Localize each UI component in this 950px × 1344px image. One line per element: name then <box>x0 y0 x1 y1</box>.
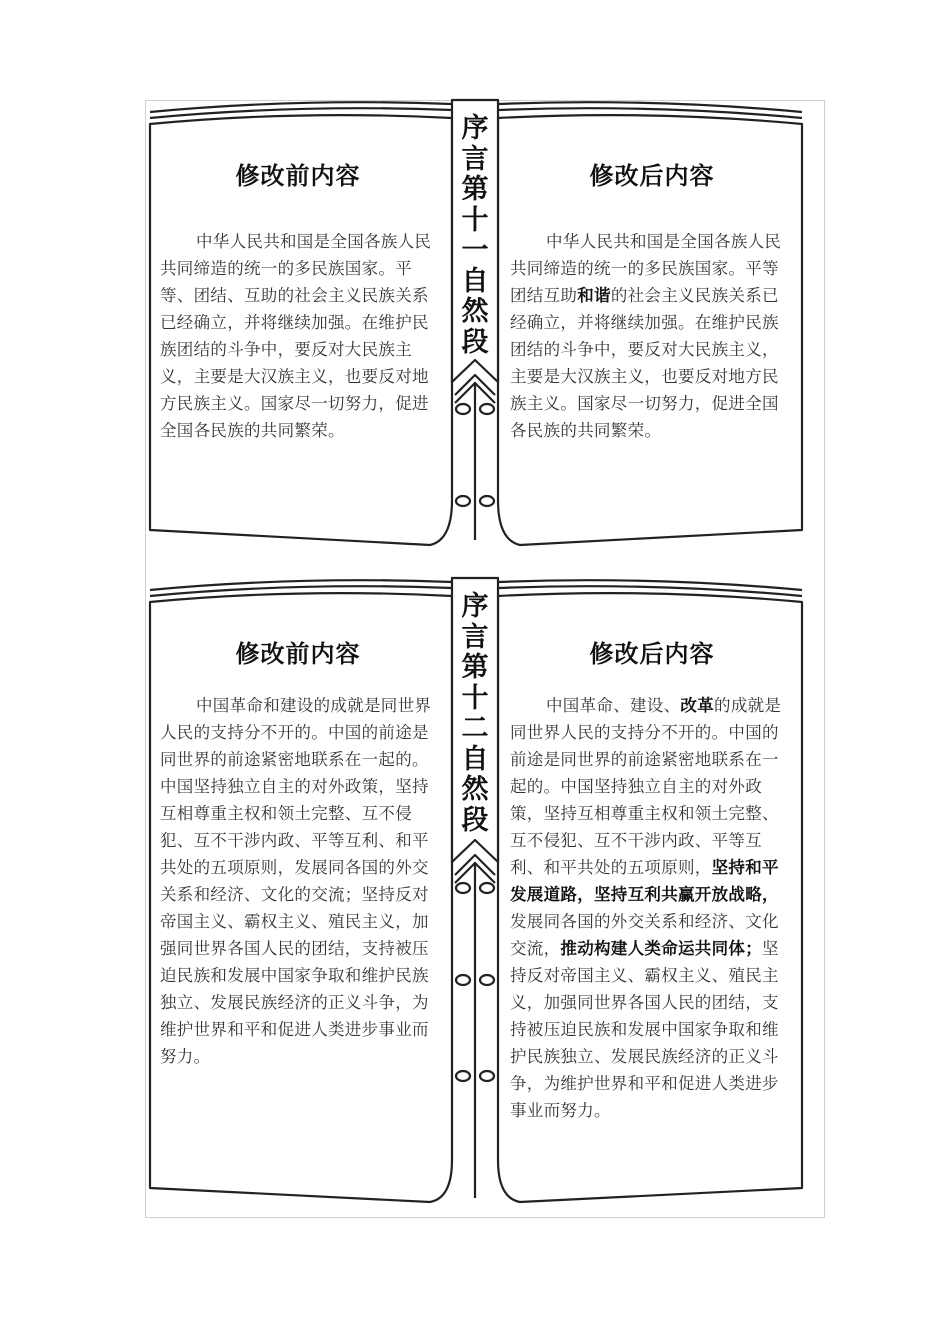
revision-highlight: 和谐 <box>577 286 611 305</box>
before-heading: 修改前内容 <box>235 162 361 190</box>
book-section-12 <box>0 570 950 1210</box>
revision-highlight: 推动构建人类命运共同体； <box>560 939 763 958</box>
book-section-11 <box>0 0 950 560</box>
spine-title: 序言第十二自然段 <box>461 591 489 836</box>
before-text: 中国革命和建设的成就是同世界人民的支持分不开的。中国的前途是同世界的前途紧密地联系在一起的。中国坚持独立自主的对外政策，坚持互相尊重主权和领土完整、互不侵犯、互不干涉内政、平等互利、和平共处的五项原则，发展同各国的外交关系和经济、文化的交流；坚持反对帝国主义、霸权主义、殖民主义，加强同世界各国人民的团结，支持被压迫民族和发展中国家争取和维护民族独立、发展民族经济的正义斗争，为维护世界和平和促进人类进步事业而努力。 <box>160 696 432 1066</box>
before-text: 中华人民共和国是全国各族人民共同缔造的统一的多民族国家。平等、团结、互助的社会主义民族关系已经确立，并将继续加强。在维护民族团结的斗争中，要反对大民族主义，主要是大汉族主义，也要反对地方民族主义。国家尽一切努力，促进全国各民族的共同繁荣。 <box>160 232 432 440</box>
revision-highlight: 改革 <box>680 696 715 715</box>
after-text: 中国革命、建设、改革的成就是同世界人民的支持分不开的。中国的前途是同世界的前途紧密地联系在一起的。中国坚持独立自主的对外政策，坚持互相尊重主权和领土完整、互不侵犯、互不干涉内政、平等互利、和平共处的五项原则，坚持和平发展道路，坚持互利共赢开放战略，发展同各国的外交关系和经济、文化交流，推动构建人类命运共同体；坚持反对帝国主义、霸权主义、殖民主义，加强同世界各国人民的团结，支持被压迫民族和发展中国家争取和维护民族独立、发展民族经济的正义斗争，为维护世界和平和促进人类进步事业而努力。 <box>510 696 782 1120</box>
after-heading: 修改后内容 <box>589 640 715 668</box>
after-heading: 修改后内容 <box>589 162 715 190</box>
after-text: 中华人民共和国是全国各族人民共同缔造的统一的多民族国家。平等团结互助和谐的社会主义民族关系已经确立，并将继续加强。在维护民族团结的斗争中，要反对大民族主义，主要是大汉族主义，也要反对地方民族主义。国家尽一切努力，促进全国各民族的共同繁荣。 <box>510 232 782 440</box>
revision-highlight: 坚持和平发展道路，坚持互利共赢开放战略， <box>510 858 779 904</box>
before-heading: 修改前内容 <box>235 640 361 668</box>
spine-title: 序言第十一自然段 <box>461 113 489 358</box>
